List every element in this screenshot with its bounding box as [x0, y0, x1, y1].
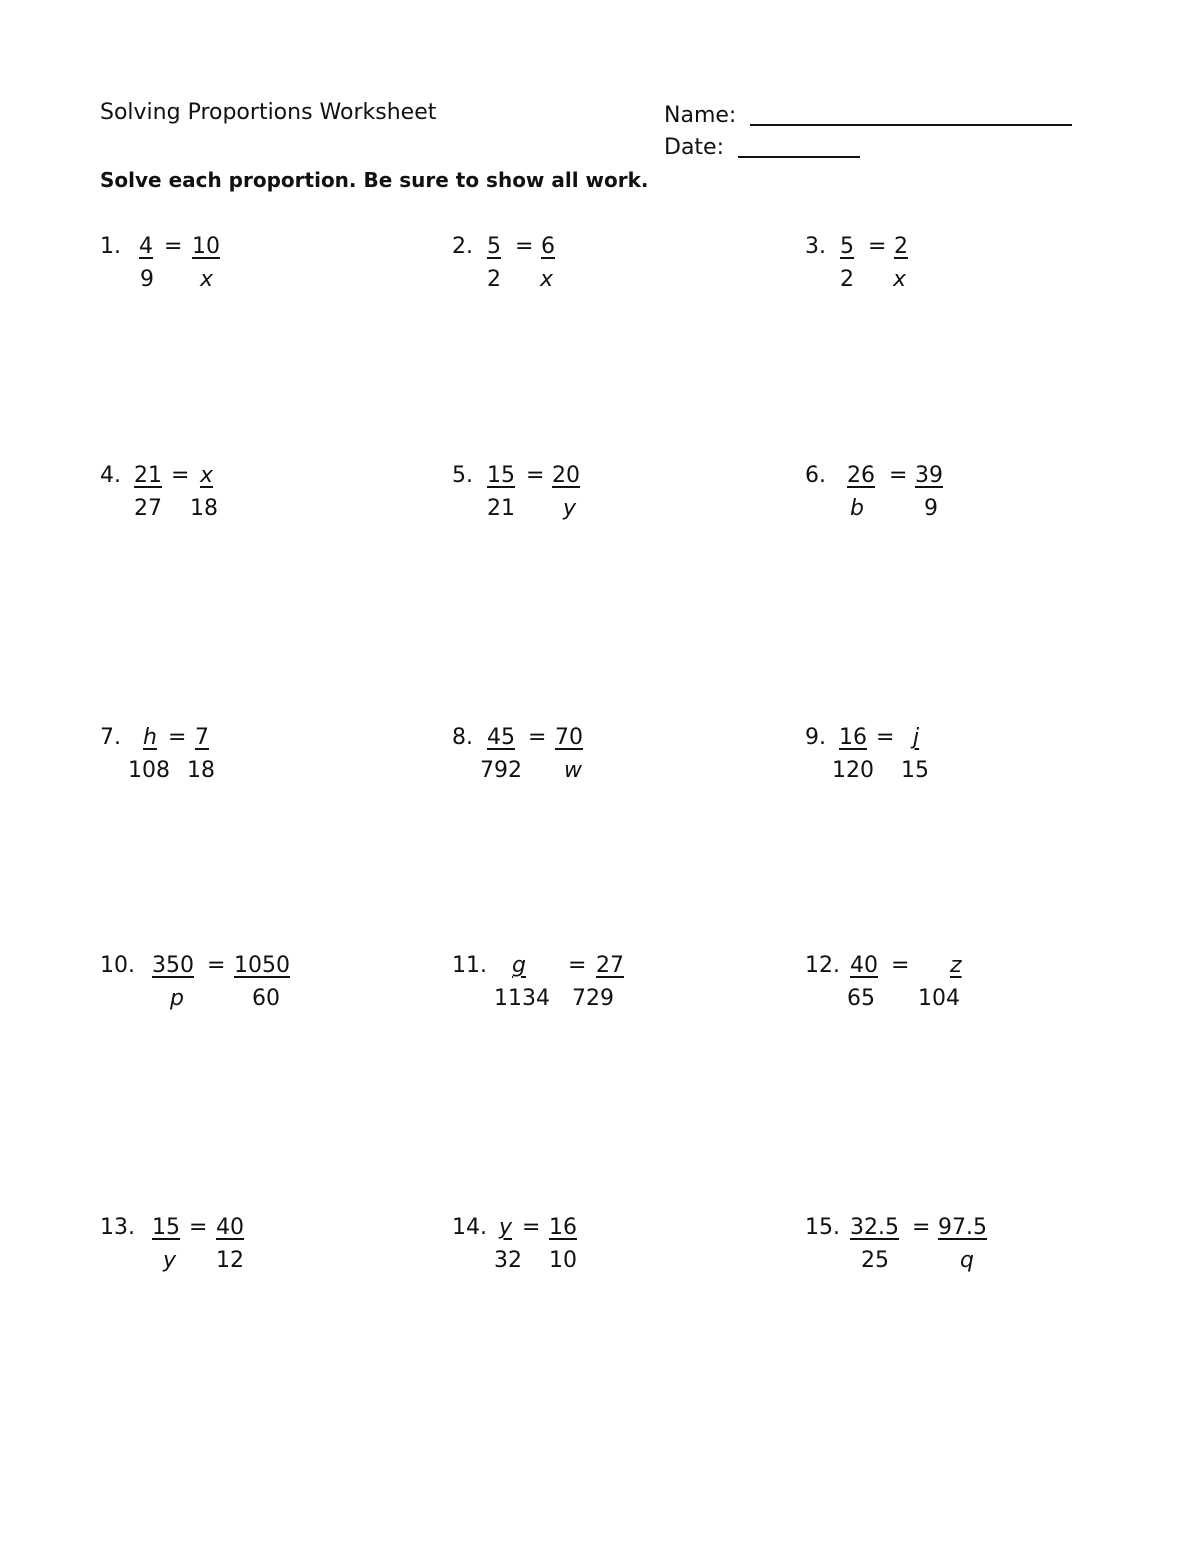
fraction-1-denominator: 65 — [847, 986, 875, 1011]
equals-sign: = — [912, 1215, 931, 1240]
fraction-1-numerator: 16 — [839, 725, 867, 750]
equals-sign: = — [889, 463, 908, 488]
fraction-1-denominator: 108 — [128, 758, 170, 783]
fraction-2-numerator: 7 — [195, 725, 209, 750]
fraction-1-denominator: 1134 — [494, 986, 550, 1011]
fraction-1-denominator: 2 — [487, 267, 501, 292]
fraction-2-denominator: 104 — [918, 986, 960, 1011]
problem-number: 6. — [805, 463, 826, 488]
problem-number: 5. — [452, 463, 473, 488]
problem-10 — [100, 955, 420, 1015]
fraction-1-numerator: 45 — [487, 725, 515, 750]
problem-number: 3. — [805, 234, 826, 259]
fraction-1-numerator: 5 — [840, 234, 854, 259]
fraction-2-numerator: 20 — [552, 463, 580, 488]
fraction-1-denominator: 2 — [840, 267, 854, 292]
problem-number: 4. — [100, 463, 121, 488]
fraction-2-denominator: q — [960, 1248, 974, 1273]
fraction-2-numerator: 10 — [192, 234, 220, 259]
fraction-1-numerator: 32.5 — [850, 1215, 899, 1240]
fraction-1-denominator: 25 — [861, 1248, 889, 1273]
fraction-1-denominator: b — [850, 496, 864, 521]
fraction-2-denominator: y — [563, 496, 577, 521]
problem-number: 9. — [805, 725, 826, 750]
equals-sign: = — [515, 234, 534, 259]
fraction-1-numerator: 350 — [152, 953, 194, 978]
problem-5 — [452, 465, 772, 525]
fraction-2-denominator: 12 — [216, 1248, 244, 1273]
equals-sign: = — [568, 953, 587, 978]
fraction-1-numerator: 5 — [487, 234, 501, 259]
fraction-2-denominator: 18 — [187, 758, 215, 783]
problem-6 — [805, 465, 1125, 525]
equals-sign: = — [868, 234, 887, 259]
date-blank-line — [738, 134, 860, 158]
fraction-1-numerator: 4 — [139, 234, 153, 259]
fraction-2-numerator: x — [200, 463, 214, 488]
equals-sign: = — [526, 463, 545, 488]
fraction-2-numerator: 39 — [915, 463, 943, 488]
fraction-2-numerator: 16 — [549, 1215, 577, 1240]
fraction-2-denominator: x — [540, 267, 554, 292]
problem-number: 15. — [805, 1215, 840, 1240]
problem-4 — [100, 465, 420, 525]
fraction-1-numerator: 15 — [487, 463, 515, 488]
fraction-2-numerator: 40 — [216, 1215, 244, 1240]
date-field — [664, 134, 860, 160]
fraction-1-denominator: 792 — [480, 758, 522, 783]
equals-sign: = — [528, 725, 547, 750]
fraction-2-denominator: x — [893, 267, 907, 292]
problem-number: 13. — [100, 1215, 135, 1240]
fraction-2-numerator: 1050 — [234, 953, 290, 978]
fraction-2-numerator: 97.5 — [938, 1215, 987, 1240]
problem-number: 14. — [452, 1215, 487, 1240]
equals-sign: = — [189, 1215, 208, 1240]
fraction-1-numerator: g — [512, 953, 526, 978]
fraction-1-denominator: 120 — [832, 758, 874, 783]
problem-12 — [805, 955, 1125, 1015]
fraction-2-denominator: 729 — [572, 986, 614, 1011]
fraction-1-numerator: 21 — [134, 463, 162, 488]
fraction-1-denominator: 21 — [487, 496, 515, 521]
fraction-1-numerator: h — [143, 725, 157, 750]
fraction-2-denominator: 15 — [901, 758, 929, 783]
problem-15 — [805, 1217, 1125, 1277]
equals-sign: = — [164, 234, 183, 259]
fraction-1-denominator: p — [170, 986, 184, 1011]
fraction-2-denominator: 10 — [549, 1248, 577, 1273]
date-label: Date: — [664, 135, 724, 160]
equals-sign: = — [891, 953, 910, 978]
fraction-2-numerator: 27 — [596, 953, 624, 978]
fraction-2-numerator: 6 — [541, 234, 555, 259]
fraction-1-denominator: y — [163, 1248, 177, 1273]
problem-number: 12. — [805, 953, 840, 978]
problem-9 — [805, 727, 1125, 787]
fraction-2-denominator: 18 — [190, 496, 218, 521]
fraction-1-denominator: 32 — [494, 1248, 522, 1273]
worksheet-title: Solving Proportions Worksheet — [100, 100, 437, 125]
problem-number: 8. — [452, 725, 473, 750]
fraction-1-denominator: 27 — [134, 496, 162, 521]
instructions: Solve each proportion. Be sure to show all work. — [100, 168, 649, 192]
problem-2 — [452, 236, 772, 296]
problem-13 — [100, 1217, 420, 1277]
fraction-2-denominator: w — [564, 758, 582, 783]
fraction-1-numerator: 40 — [850, 953, 878, 978]
name-field — [664, 102, 1072, 128]
fraction-2-denominator: x — [200, 267, 214, 292]
problem-number: 2. — [452, 234, 473, 259]
equals-sign: = — [876, 725, 895, 750]
problem-number: 11. — [452, 953, 487, 978]
problem-7 — [100, 727, 420, 787]
problem-11 — [452, 955, 772, 1015]
equals-sign: = — [522, 1215, 541, 1240]
fraction-2-denominator: 9 — [924, 496, 938, 521]
fraction-1-numerator: 15 — [152, 1215, 180, 1240]
name-label: Name: — [664, 103, 737, 128]
problem-3 — [805, 236, 1125, 296]
fraction-2-numerator: 2 — [894, 234, 908, 259]
problem-14 — [452, 1217, 772, 1277]
problem-number: 10. — [100, 953, 135, 978]
fraction-2-numerator: j — [913, 725, 920, 750]
problem-8 — [452, 727, 772, 787]
problem-number: 7. — [100, 725, 121, 750]
equals-sign: = — [168, 725, 187, 750]
problem-number: 1. — [100, 234, 121, 259]
fraction-1-numerator: y — [499, 1215, 513, 1240]
equals-sign: = — [207, 953, 226, 978]
fraction-2-numerator: z — [950, 953, 962, 978]
fraction-2-numerator: 70 — [555, 725, 583, 750]
name-blank-line — [750, 102, 1072, 126]
fraction-2-denominator: 60 — [252, 986, 280, 1011]
fraction-1-numerator: 26 — [847, 463, 875, 488]
fraction-1-denominator: 9 — [140, 267, 154, 292]
problem-1 — [100, 236, 420, 296]
equals-sign: = — [171, 463, 190, 488]
